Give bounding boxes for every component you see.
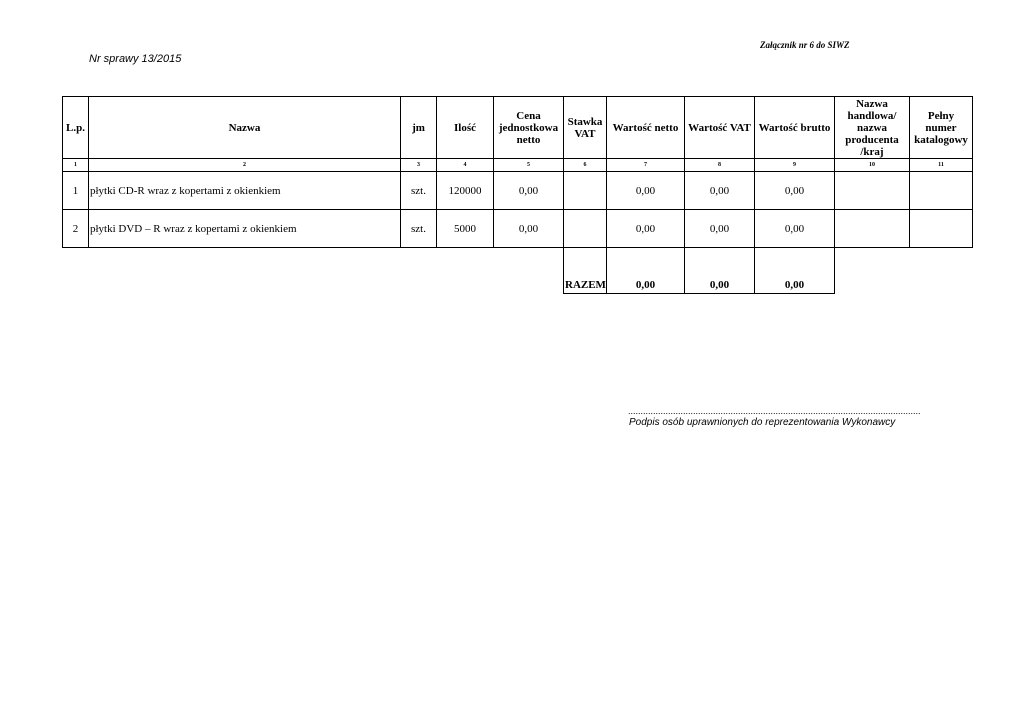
cell-unit: szt. <box>401 172 437 210</box>
cell-vat-rate <box>564 172 607 210</box>
total-gross: 0,00 <box>755 248 835 294</box>
col-number: 2 <box>89 159 401 172</box>
cell-qty: 120000 <box>437 172 494 210</box>
case-number: Nr sprawy 13/2015 <box>89 53 182 65</box>
table-row <box>63 172 973 210</box>
cell-lp: 1 <box>63 172 89 210</box>
cell-net: 0,00 <box>607 210 685 248</box>
totals-row <box>63 248 973 294</box>
col-header-unit-price: Cena jednostkowa netto <box>494 97 564 159</box>
cell-net: 0,00 <box>607 172 685 210</box>
cell-name: płytki CD-R wraz z kopertami z okienkiem <box>89 172 401 210</box>
cell-qty: 5000 <box>437 210 494 248</box>
col-number: 3 <box>401 159 437 172</box>
cell-vat: 0,00 <box>685 172 755 210</box>
cell-trade-name <box>835 210 910 248</box>
col-header-trade-name: Nazwa handlowa/ nazwa producenta /kraj <box>835 97 910 159</box>
col-number: 6 <box>564 159 607 172</box>
attachment-label: Załącznik nr 6 do SIWZ <box>760 40 850 50</box>
col-number: 10 <box>835 159 910 172</box>
cell-catalog <box>910 210 973 248</box>
col-header-vat: Wartość VAT <box>685 97 755 159</box>
cell-gross: 0,00 <box>755 172 835 210</box>
col-header-vat-rate: Stawka VAT <box>564 97 607 159</box>
signature-label: Podpis osób uprawnionych do reprezentowania Wykonawcy <box>629 417 896 428</box>
col-number: 5 <box>494 159 564 172</box>
totals-label: RAZEM <box>564 248 607 294</box>
column-number-row <box>63 159 973 172</box>
col-header-gross: Wartość brutto <box>755 97 835 159</box>
table-row <box>63 210 973 248</box>
offer-table <box>62 96 973 294</box>
signature-line: ..................................................................................................................... <box>628 406 921 416</box>
col-header-net: Wartość netto <box>607 97 685 159</box>
cell-unit-price: 0,00 <box>494 210 564 248</box>
col-number: 1 <box>63 159 89 172</box>
col-header-unit: jm <box>401 97 437 159</box>
col-header-lp: L.p. <box>63 97 89 159</box>
total-net: 0,00 <box>607 248 685 294</box>
col-header-qty: Ilość <box>437 97 494 159</box>
cell-trade-name <box>835 172 910 210</box>
cell-unit: szt. <box>401 210 437 248</box>
col-header-name: Nazwa <box>89 97 401 159</box>
col-number: 7 <box>607 159 685 172</box>
cell-catalog <box>910 172 973 210</box>
col-header-catalog: Pełny numer katalogowy <box>910 97 973 159</box>
cell-vat: 0,00 <box>685 210 755 248</box>
totals-spacer-right <box>835 248 973 294</box>
cell-unit-price: 0,00 <box>494 172 564 210</box>
col-number: 4 <box>437 159 494 172</box>
col-number: 9 <box>755 159 835 172</box>
cell-lp: 2 <box>63 210 89 248</box>
cell-name: płytki DVD – R wraz z kopertami z okienkiem <box>89 210 401 248</box>
header-row <box>63 97 973 159</box>
cell-gross: 0,00 <box>755 210 835 248</box>
total-vat: 0,00 <box>685 248 755 294</box>
col-number: 8 <box>685 159 755 172</box>
col-number: 11 <box>910 159 973 172</box>
cell-vat-rate <box>564 210 607 248</box>
totals-spacer <box>63 248 564 294</box>
